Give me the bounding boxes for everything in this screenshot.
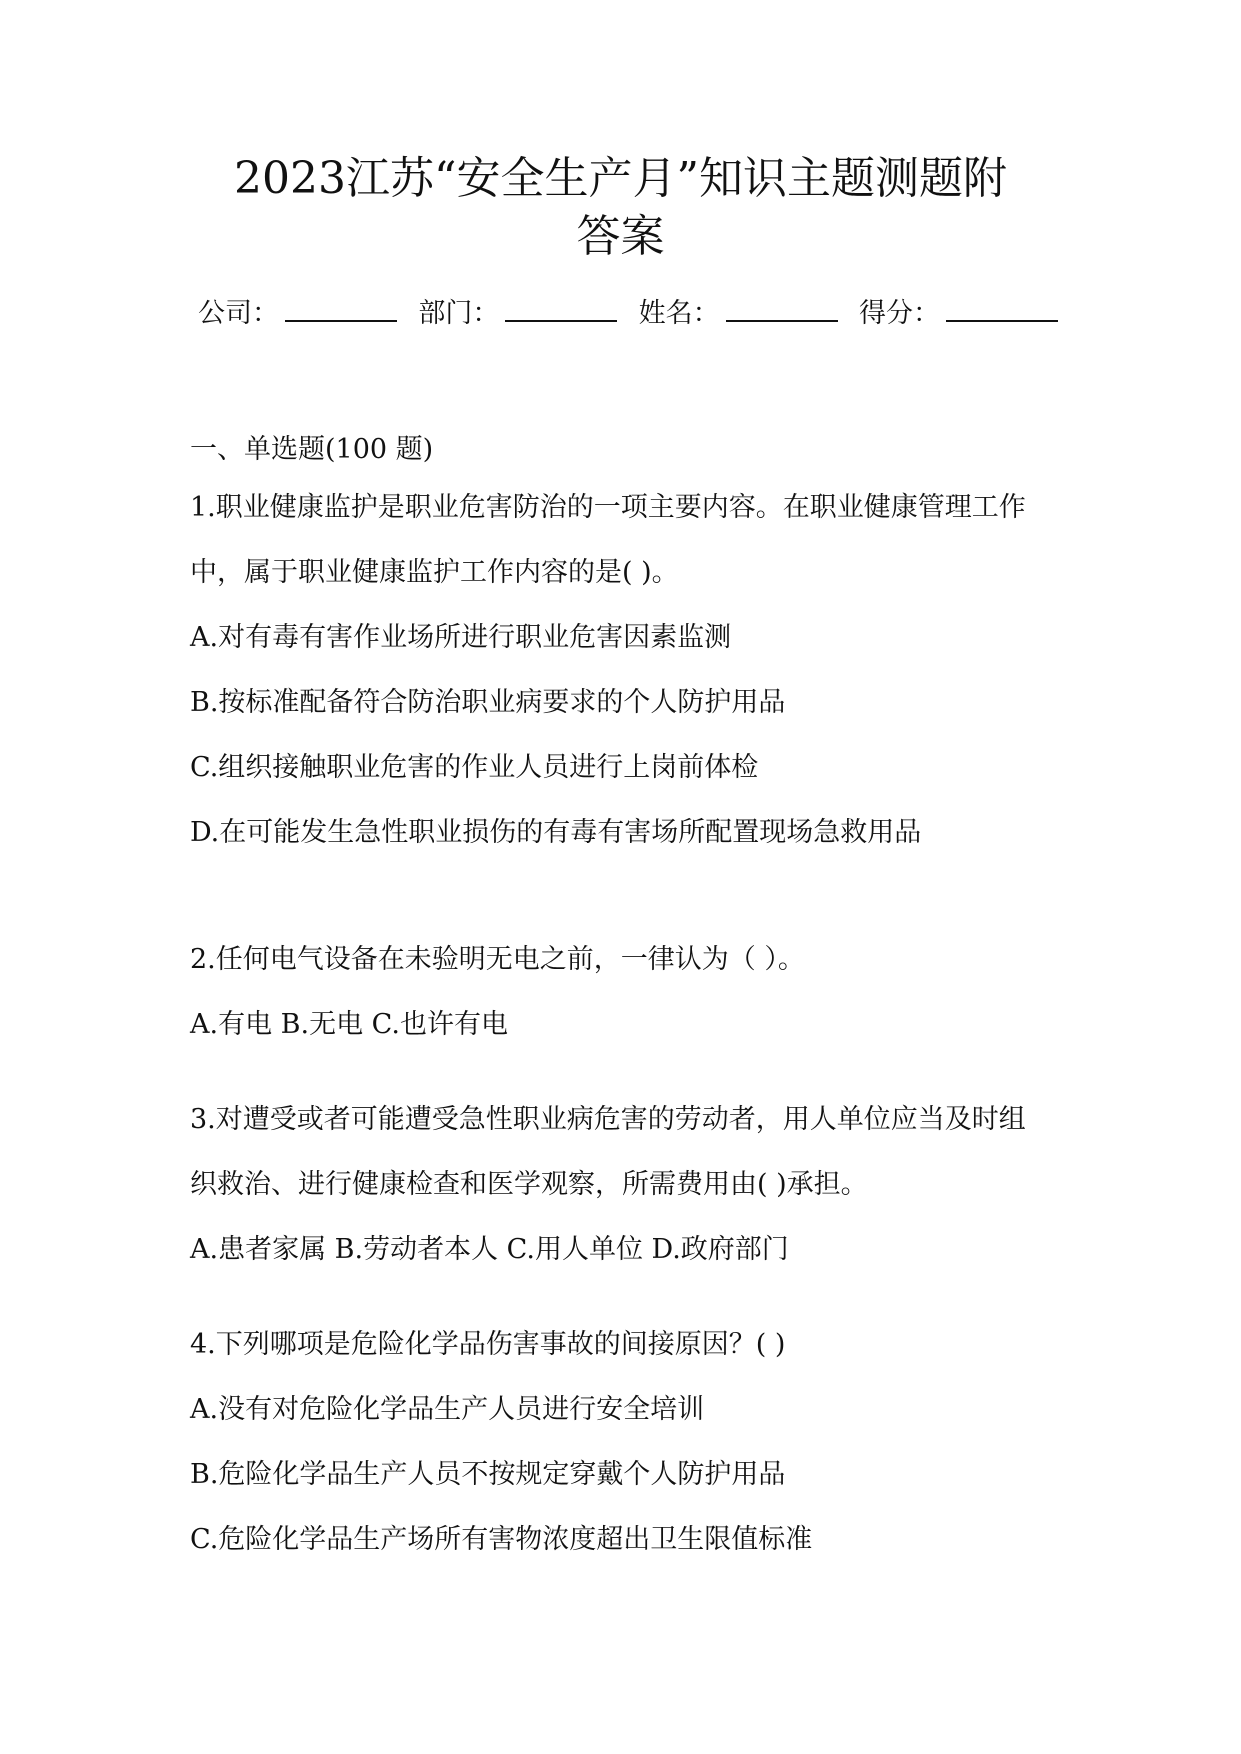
- department-label: 部门：: [418, 298, 500, 329]
- spacer: [190, 1057, 1070, 1087]
- question-block: [190, 927, 1070, 1057]
- option-c: C.组织接触职业危害的作业人员进行上岗前体检: [190, 752, 759, 783]
- name-label: 姓名：: [638, 298, 720, 329]
- option-a: A.没有对危险化学品生产人员进行安全培训: [190, 1394, 705, 1425]
- question-block: [190, 1087, 1070, 1282]
- options-line: A.有电 B.无电 C.也许有电: [190, 1009, 508, 1040]
- question-text-line: 中，属于职业健康监护工作内容的是( )。: [190, 557, 679, 588]
- title-line-1: 2023江苏“安全生产月”知识主题测题附: [234, 153, 1007, 204]
- score-field: [859, 292, 1058, 332]
- score-label: 得分：: [858, 298, 940, 329]
- option-b: B.按标准配备符合防治职业病要求的个人防护用品: [190, 687, 786, 718]
- question-text-line: 1.职业健康监护是职业危害防治的一项主要内容。在职业健康管理工作: [190, 492, 1026, 523]
- question-block: [190, 475, 1070, 865]
- spacer: [190, 1282, 1070, 1312]
- options-line: A.患者家属 B.劳动者本人 C.用人单位 D.政府部门: [190, 1234, 789, 1265]
- question-block: [190, 1312, 1070, 1572]
- question-text-line: 2.任何电气设备在未验明无电之前，一律认为（ ）。: [190, 944, 805, 975]
- name-blank[interactable]: [726, 292, 838, 322]
- name-field: [639, 292, 838, 332]
- section-heading: 一、单选题(100 题): [190, 434, 434, 465]
- score-blank[interactable]: [946, 292, 1058, 322]
- department-blank[interactable]: [505, 292, 617, 322]
- spacer: [190, 865, 1070, 927]
- option-d: D.在可能发生急性职业损伤的有毒有害场所配置现场急救用品: [190, 817, 922, 848]
- question-text-line: 3.对遭受或者可能遭受急性职业病危害的劳动者，用人单位应当及时组: [190, 1104, 1026, 1135]
- company-label: 公司：: [198, 298, 279, 329]
- company-blank[interactable]: [285, 292, 397, 322]
- question-text-line: 织救治、进行健康检查和医学观察，所需费用由( )承担。: [190, 1169, 868, 1200]
- company-field: [198, 292, 397, 332]
- option-c: C.危险化学品生产场所有害物浓度超出卫生限值标准: [190, 1524, 813, 1555]
- question-text-line: 4.下列哪项是危险化学品伤害事故的间接原因？( ): [190, 1329, 786, 1360]
- department-field: [418, 292, 617, 332]
- option-b: B.危险化学品生产人员不按规定穿戴个人防护用品: [190, 1459, 786, 1490]
- question-content: [190, 425, 1070, 1572]
- option-a: A.对有毒有害作业场所进行职业危害因素监测: [190, 622, 732, 653]
- respondent-info-row: [198, 292, 1058, 332]
- title-line-2: 答案: [576, 211, 665, 262]
- document-title: [150, 150, 1091, 266]
